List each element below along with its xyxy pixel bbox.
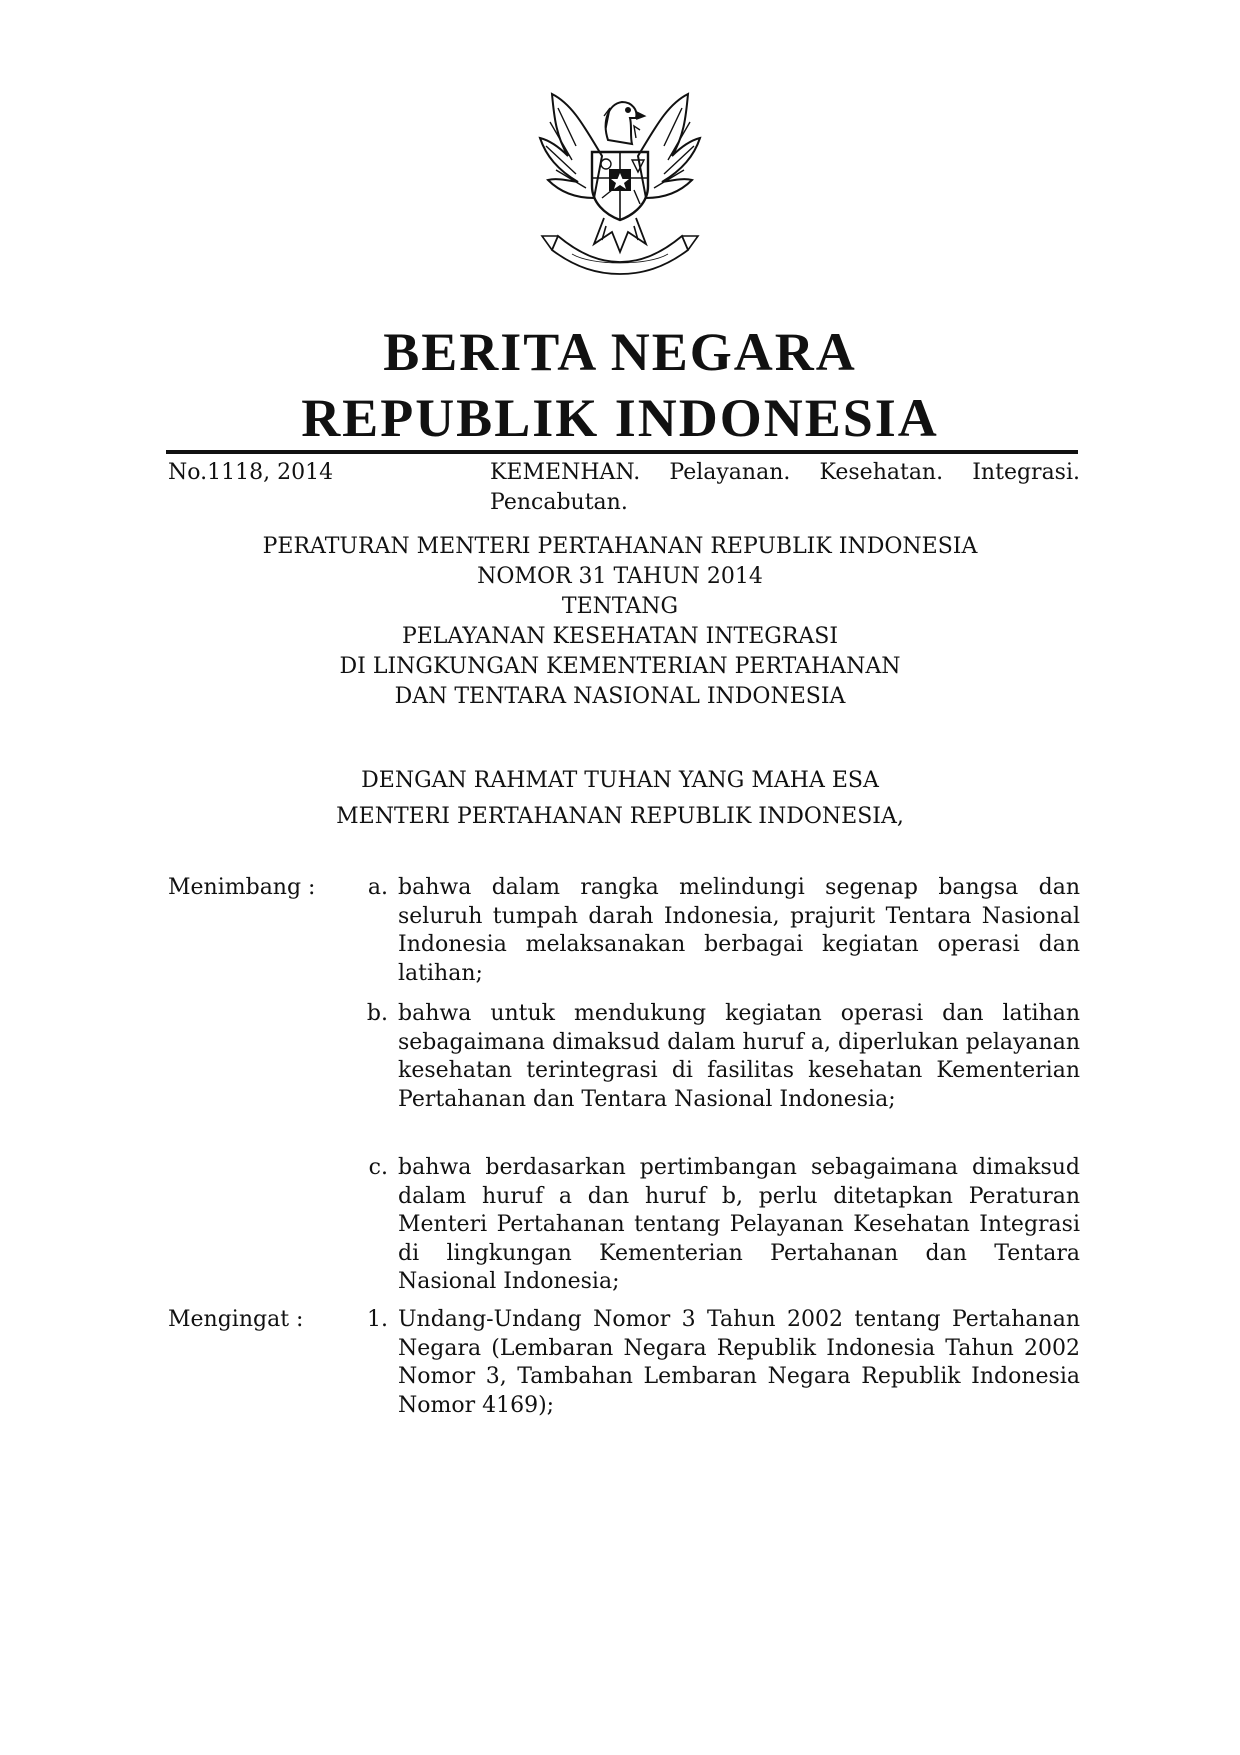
regulation-subject-line-1: PELAYANAN KESEHATAN INTEGRASI: [401, 624, 839, 649]
gazette-topics: KEMENHAN. Pelayanan. Kesehatan. Integrasi. Pencabutan.: [490, 460, 1080, 515]
item-marker: b.: [366, 1001, 388, 1026]
preamble: [160, 766, 1080, 832]
item-marker: c.: [368, 1155, 388, 1180]
item-text: bahwa untuk mendukung kegiatan operasi dan latihan sebagaimana dimaksud dalam huruf a, diperlukan pelayanan kesehatan terintegrasi di fasilitas kesehatan Kementerian Pertahanan dan Tentara Nasional Indonesia;: [398, 1001, 1080, 1112]
mengingat-label: Mengingat :: [168, 1307, 304, 1332]
garuda-pancasila-emblem-icon: [532, 86, 708, 276]
gazette-title-line-2: REPUBLIK INDONESIA: [301, 388, 939, 448]
regulation-tentang: TENTANG: [561, 594, 679, 619]
menimbang-label: Menimbang :: [168, 875, 316, 900]
item-marker: a.: [367, 875, 388, 900]
regulation-number: NOMOR 31 TAHUN 2014: [477, 564, 763, 589]
preamble-invocation: DENGAN RAHMAT TUHAN YANG MAHA ESA: [361, 768, 879, 793]
item-text: bahwa dalam rangka melindungi segenap bangsa dan seluruh tumpah darah Indonesia, prajurit Tentara Nasional Indonesia melaksanakan berbagai kegiatan operasi dan latihan;: [398, 875, 1080, 986]
regulation-heading: [160, 532, 1080, 712]
gazette-title-line-1: BERITA NEGARA: [383, 322, 857, 382]
item-text: bahwa berdasarkan pertimbangan sebagaimana dimaksud dalam huruf a dan huruf b, perlu ditetapkan Peraturan Menteri Pertahanan tentang Pelayanan Kesehatan Integrasi di lingkungan Kementerian Pertahanan dan Tentara Nasional Indonesia;: [398, 1155, 1080, 1294]
regulation-title: PERATURAN MENTERI PERTAHANAN REPUBLIK INDONESIA: [262, 534, 978, 559]
regulation-subject-line-2: DI LINGKUNGAN KEMENTERIAN PERTAHANAN: [339, 654, 901, 679]
title-rule: [166, 450, 1078, 454]
item-marker: 1.: [367, 1307, 388, 1332]
gazette-number: No.1118, 2014: [168, 460, 334, 485]
item-text: Undang-Undang Nomor 3 Tahun 2002 tentang Pertahanan Negara (Lembaran Negara Republik Indonesia Tahun 2002 Nomor 3, Tambahan Lembaran Negara Republik Indonesia Nomor 4169);: [398, 1307, 1080, 1418]
preamble-authority: MENTERI PERTAHANAN REPUBLIK INDONESIA,: [336, 804, 904, 829]
regulation-subject-line-3: DAN TENTARA NASIONAL INDONESIA: [394, 684, 846, 709]
